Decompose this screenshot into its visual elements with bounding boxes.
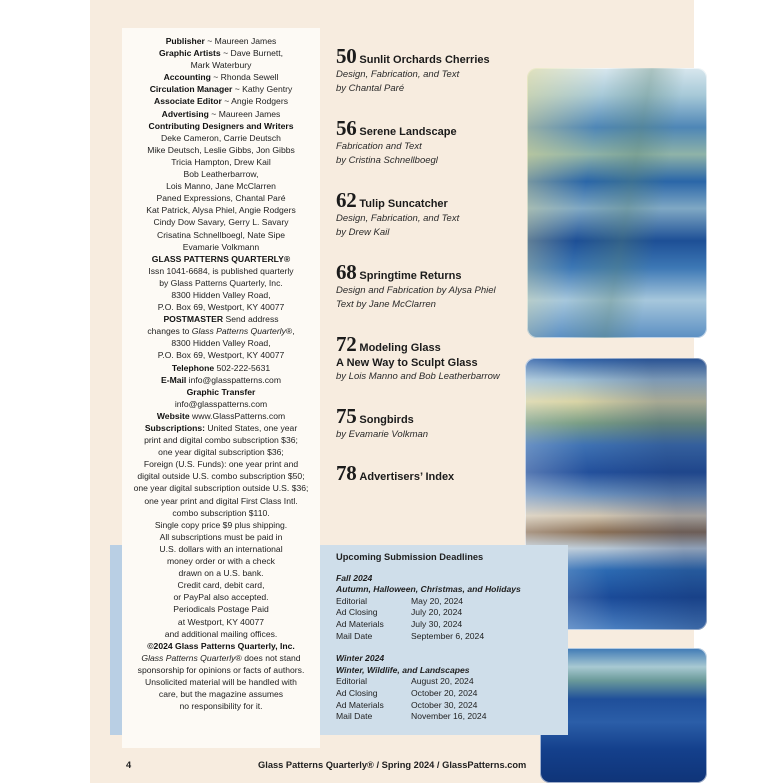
masthead-italic: Glass Patterns Quarterly [191,326,286,337]
masthead-value: www.GlassPatterns.com [189,410,286,421]
masthead-line [124,289,318,301]
deadline-date: August 20, 2024 [411,676,474,687]
masthead-value: Crisatina Schnellboegl, Nate Sipe [156,229,286,240]
masthead-value: 8300 Hidden Valley Road, [171,338,271,349]
masthead-value: Unsolicited material will be handled with [145,676,297,687]
masthead-line [124,192,318,204]
toc-credit: Text by Jane McClarren [336,299,436,310]
masthead-value: at Westport, KY 40077 [177,616,265,627]
masthead-value: by Glass Patterns Quarterly, Inc. [159,277,283,288]
masthead-line [124,325,318,337]
masthead-value: Mark Waterbury [190,60,252,71]
toc-credit: Fabrication and Text [336,141,422,152]
masthead-line [124,301,318,313]
toc-heading [336,461,454,485]
masthead-value: Lois Manno, Jane McClarren [166,181,276,192]
masthead-value: Send address [223,314,279,325]
masthead-label: GLASS PATTERNS QUARTERLY® [151,253,291,264]
toc-entry [336,461,454,485]
masthead-value: one year digital subscription $36; [158,447,284,458]
deadline-label: Editorial [336,676,368,687]
masthead-value: info@glasspatterns.com [174,398,268,409]
toc-credit: by Drew Kail [336,227,390,238]
masthead-value: Single copy price $9 plus shipping. [154,519,288,530]
masthead-line [124,71,318,83]
masthead-value: info@glasspatterns.com [186,374,282,385]
masthead-label: POSTMASTER [163,314,224,325]
masthead-value: Evamarie Volkmann [182,241,260,252]
toc-heading [336,404,428,428]
masthead-value: ~ Dave Burnett, [220,48,284,59]
masthead-line [124,700,318,712]
masthead-label: Telephone [171,362,215,373]
toc-page-number: 50 [336,44,357,68]
toc-page-number: 62 [336,188,357,212]
toc-entry [336,404,428,442]
deadline-issues [336,573,562,723]
toc-heading [336,260,496,284]
masthead-line [124,59,318,71]
toc-heading [336,332,500,356]
masthead-label: Subscriptions: [144,423,205,433]
masthead-label: Advertising [161,108,209,119]
toc-entry [336,188,459,240]
masthead-value: ®, [285,326,295,337]
masthead-value: combo subscription $110. [172,507,270,518]
masthead-value: Kat Patrick, Alysa Phiel, Angie Rodgers [146,205,296,216]
deadline-theme: Autumn, Halloween, Christmas, and Holidays [336,584,521,595]
masthead-value: ® does not stand [235,652,301,663]
masthead-value: and additional mailing offices. [164,628,278,639]
masthead-line [124,241,318,253]
toc-title: Sunlit Orchards Cherries [359,54,490,66]
toc-credit: by Chantal Paré [336,83,405,94]
masthead-line [124,531,318,543]
masthead-label: Accounting [163,72,211,83]
masthead-line [124,482,318,494]
deadline-label: Mail Date [336,711,373,722]
masthead-line [124,676,318,688]
masthead-line [124,422,318,434]
masthead-value: 502-222-5631 [214,362,271,373]
toc-entry [336,332,500,384]
masthead-label: Graphic Transfer [186,386,256,397]
masthead-value: ~ Maureen James [204,36,277,46]
toc-subtitle: A New Way to Sculpt Glass [336,357,478,369]
deadline-row [336,676,562,688]
masthead-value: U.S. dollars with an international [159,543,283,554]
masthead-value: ~ Maureen James [208,108,281,119]
masthead-value: Deke Cameron, Carrie Deutsch [161,132,281,143]
masthead-line [124,35,318,47]
masthead-line [124,313,318,325]
masthead-line [124,108,318,120]
masthead-line [124,591,318,603]
masthead-value: All subscriptions must be paid in [159,531,283,542]
toc-credit: by Lois Manno and Bob Leatherbarrow [336,371,500,382]
masthead-line [124,555,318,567]
masthead-value: Tricia Hampton, Drew Kail [171,156,271,167]
toc-page-number: 68 [336,260,357,284]
masthead-value: Periodicals Postage Paid [173,604,269,615]
masthead-line [124,616,318,628]
masthead-text [124,35,318,712]
masthead-line [124,132,318,144]
masthead-value: ~ Angie Rodgers [221,96,288,107]
masthead-line [124,120,318,132]
toc-title: Tulip Suncatcher [359,198,448,210]
masthead-value: or PayPal also accepted. [173,592,269,603]
deadline-row [336,631,562,643]
toc-title: Modeling Glass [359,342,441,354]
deadline-row [336,607,562,619]
toc-page-number: 72 [336,332,357,356]
toc-page-number: 56 [336,116,357,140]
masthead-value: Credit card, debit card, [177,580,265,591]
masthead-line [124,386,318,398]
deadline-label: Mail Date [336,630,373,641]
toc-credit: by Cristina Schnellboegl [336,155,438,166]
masthead-line [124,603,318,615]
deadline-date: November 16, 2024 [411,711,487,722]
deadline-row [336,619,562,631]
masthead-value: print and digital combo subscription $36; [144,435,298,446]
masthead-label: ©2024 Glass Patterns Quarterly, Inc. [147,640,295,651]
toc-heading [336,188,459,212]
masthead-value: Paned Expressions, Chantal Paré [156,193,286,204]
toc-entry [336,260,496,312]
masthead-line [124,628,318,640]
masthead-line [124,95,318,107]
masthead-line [124,519,318,531]
masthead-line [124,664,318,676]
masthead-value: digital outside U.S. combo subscription $50; [137,471,305,482]
masthead-line [124,567,318,579]
masthead-line [124,398,318,410]
toc-credit: Design, Fabrication, and Text [336,213,460,224]
masthead-line [124,543,318,555]
masthead-value: ~ Kathy Gentry [232,84,293,95]
masthead-line [124,579,318,591]
masthead-value: ~ Rhonda Sewell [210,72,279,83]
masthead-italic: Glass Patterns Quarterly [141,652,236,663]
deadline-date: May 20, 2024 [411,595,464,606]
masthead-line [124,144,318,156]
masthead-value: care, but the magazine assumes [158,689,284,700]
masthead-line [124,362,318,374]
toc-title: Serene Landscape [359,126,457,138]
masthead-value: drawn on a U.S. bank. [178,568,264,579]
deadline-label: Ad Materials [336,618,384,629]
page-number: 4 [126,760,132,770]
toc-heading [336,44,490,68]
masthead-line [124,652,318,664]
masthead-value: changes to [147,326,192,337]
masthead-line [124,374,318,386]
deadline-label: Ad Closing [336,607,378,618]
masthead-value: one year digital subscription outside U.S. $36; [133,483,309,494]
masthead-value: no responsibility for it. [179,701,263,712]
masthead-line [124,265,318,277]
toc-title: Advertisers’ Index [359,471,455,483]
masthead-line [124,688,318,700]
masthead-line [124,204,318,216]
masthead-line [124,507,318,519]
masthead-value: P.O. Box 69, Westport, KY 40077 [157,350,285,361]
masthead-line [124,349,318,361]
masthead-value: sponsorship for opinions or facts of authors. [137,664,305,675]
toc-credit: Design and Fabrication by Alysa Phiel [336,285,496,296]
toc-entry [336,44,490,96]
masthead-line [124,410,318,422]
deadline-date: July 20, 2024 [411,607,463,618]
deadline-row [336,688,562,700]
masthead-label: Graphic Artists [158,48,221,59]
masthead-label: Associate Editor [154,96,222,107]
deadline-date: October 20, 2024 [411,687,478,698]
toc-credit: by Evamarie Volkman [336,429,429,440]
masthead-line [124,446,318,458]
deadline-date: October 30, 2024 [411,699,478,710]
deadline-theme: Winter, Wildlife, and Landscapes [336,664,470,675]
masthead-line [124,434,318,446]
masthead-line [124,180,318,192]
toc-entry [336,116,457,168]
deadline-row [336,711,562,723]
deadline-row [336,700,562,712]
deadlines-heading: Upcoming Submission Deadlines [336,552,484,562]
masthead-value: Cindy Dow Savary, Gerry L. Savary [153,217,289,228]
deadline-season: Fall 2024 [336,572,373,583]
masthead-line [124,470,318,482]
deadline-row [336,596,562,608]
masthead-line [124,640,318,652]
deadline-season: Winter 2024 [336,653,385,664]
toc-page-number: 75 [336,404,357,428]
masthead-value: P.O. Box 69, Westport, KY 40077 [157,302,285,313]
masthead-line [124,168,318,180]
masthead-value: Mike Deutsch, Leslie Gibbs, Jon Gibbs [147,144,295,155]
masthead-value: Issn 1041-6684, is published quarterly [148,265,294,276]
masthead-label: E-Mail [160,374,187,385]
footer-text: Glass Patterns Quarterly® / Spring 2024 / GlassPatterns.com [258,760,527,770]
deadline-label: Ad Closing [336,687,378,698]
masthead-value: United States, one year [204,423,298,433]
toc-credit: Design, Fabrication, and Text [336,69,460,80]
toc-title: Springtime Returns [359,270,462,282]
masthead-line [124,83,318,95]
masthead-label: Circulation Manager [149,84,233,95]
toc-heading [336,116,457,140]
masthead-line [124,47,318,59]
masthead-line [124,495,318,507]
masthead-value: 8300 Hidden Valley Road, [171,289,271,300]
masthead-line [124,229,318,241]
toc-page-number: 78 [336,461,357,485]
masthead-line [124,253,318,265]
masthead-label: Contributing Designers and Writers [148,120,294,131]
masthead-line [124,337,318,349]
deadline-label: Editorial [336,595,368,606]
masthead-line [124,458,318,470]
masthead-label: Publisher [165,36,205,46]
masthead-value: one year print and digital First Class Intl. [144,495,298,506]
masthead-line [124,277,318,289]
masthead-value: Bob Leatherbarrow, [183,169,259,180]
masthead-line [124,216,318,228]
glass-art-image-top [527,68,707,338]
deadline-date: July 30, 2024 [411,618,463,629]
masthead-value: Foreign (U.S. Funds): one year print and [143,459,299,470]
masthead-label: Website [156,410,190,421]
masthead-value: money order or with a check [167,556,275,567]
toc-title: Songbirds [359,414,414,426]
submission-deadlines-box [320,545,568,735]
deadline-label: Ad Materials [336,699,384,710]
deadline-date: September 6, 2024 [411,630,485,641]
masthead-line [124,156,318,168]
